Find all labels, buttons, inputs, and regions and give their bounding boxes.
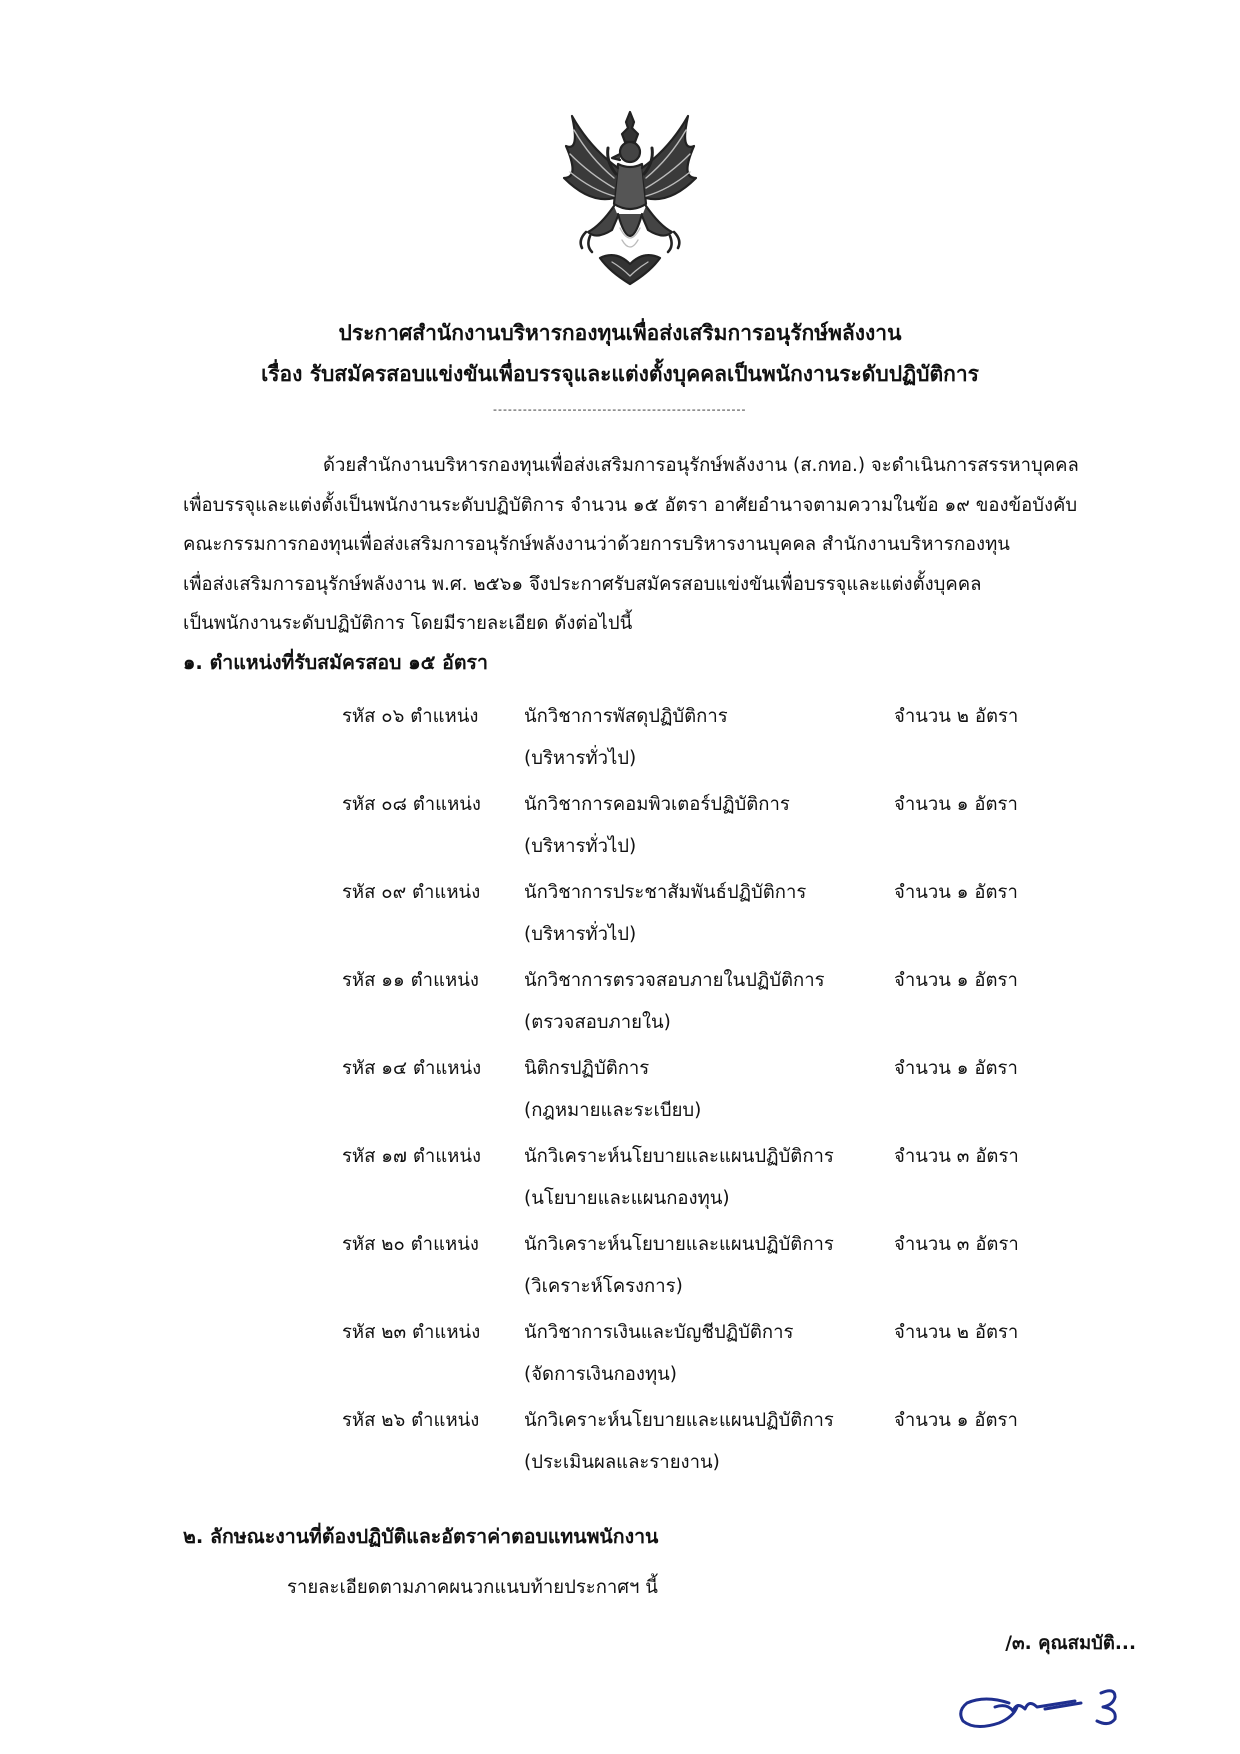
intro-line: ด้วยสำนักงานบริหารกองทุนเพื่อส่งเสริมการอนุรักษ์พลังงาน (ส.กทอ.) จะดำเนินการสรรหาบุคคล [323, 455, 1079, 476]
announcement-title: ประกาศสำนักงานบริหารกองทุนเพื่อส่งเสริมการอนุรักษ์พลังงาน [338, 321, 902, 345]
position-division: (บริหารทั่วไป) [524, 748, 637, 769]
position-code: รหัส ๑๗ ตำแหน่ง [342, 1146, 482, 1167]
position-title: นักวิชาการคอมพิวเตอร์ปฏิบัติการ [524, 794, 790, 815]
position-item [342, 1401, 1062, 1489]
position-quantity: จำนวน ๓ อัตรา [894, 1146, 1019, 1167]
position-code: รหัส ๒๐ ตำแหน่ง [342, 1234, 479, 1255]
position-code: รหัส ๐๘ ตำแหน่ง [342, 794, 481, 815]
section-1-heading: ๑. ตำแหน่งที่รับสมัครสอบ ๑๕ อัตรา [183, 651, 488, 674]
position-item [342, 961, 1062, 1049]
position-item [342, 873, 1062, 961]
position-quantity: จำนวน ๑ อัตรา [894, 882, 1018, 903]
announcement-subject: เรื่อง รับสมัครสอบแข่งขันเพื่อบรรจุและแต่งตั้งบุคคลเป็นพนักงานระดับปฏิบัติการ [261, 362, 979, 386]
position-title: นักวิเคราะห์นโยบายและแผนปฏิบัติการ [524, 1234, 834, 1255]
position-quantity: จำนวน ๑ อัตรา [894, 1410, 1018, 1431]
position-item [342, 1225, 1062, 1313]
position-division: (วิเคราะห์โครงการ) [524, 1276, 683, 1297]
position-code: รหัส ๐๙ ตำแหน่ง [342, 882, 481, 903]
position-title: นักวิชาการประชาสัมพันธ์ปฏิบัติการ [524, 882, 807, 903]
position-title: นักวิชาการตรวจสอบภายในปฏิบัติการ [524, 970, 825, 991]
position-code: รหัส ๐๖ ตำแหน่ง [342, 706, 479, 727]
position-division: (กฎหมายและระเบียบ) [524, 1100, 702, 1121]
position-code: รหัส ๑๑ ตำแหน่ง [342, 970, 479, 991]
position-title: นิติกรปฏิบัติการ [524, 1058, 650, 1079]
position-division: (นโยบายและแผนกองทุน) [524, 1188, 730, 1209]
position-title: นักวิชาการพัสดุปฏิบัติการ [524, 706, 728, 727]
intro-line: คณะกรรมการกองทุนเพื่อส่งเสริมการอนุรักษ์พลังงานว่าด้วยการบริหารงานบุคคล สำนักงานบริหารกองทุน [183, 534, 1010, 555]
position-division: (บริหารทั่วไป) [524, 836, 637, 857]
position-quantity: จำนวน ๑ อัตรา [894, 1058, 1018, 1079]
position-quantity: จำนวน ๓ อัตรา [894, 1234, 1019, 1255]
title-divider: --------------------------------------------------- [493, 403, 747, 416]
position-division: (บริหารทั่วไป) [524, 924, 637, 945]
position-list [342, 697, 1062, 1489]
position-title: นักวิเคราะห์นโยบายและแผนปฏิบัติการ [524, 1410, 834, 1431]
garuda-emblem-icon [560, 108, 700, 290]
position-title: นักวิชาการเงินและบัญชีปฏิบัติการ [524, 1322, 794, 1343]
intro-line: เป็นพนักงานระดับปฏิบัติการ โดยมีรายละเอียด ดังต่อไปนี้ [183, 613, 633, 634]
position-division: (ตรวจสอบภายใน) [524, 1012, 671, 1033]
intro-line: เพื่อส่งเสริมการอนุรักษ์พลังงาน พ.ศ. ๒๕๖๑ จึงประกาศรับสมัครสอบแข่งขันเพื่อบรรจุและแต่งตั้งบุคคล [183, 573, 982, 595]
position-quantity: จำนวน ๑ อัตรา [894, 970, 1018, 991]
position-code: รหัส ๒๖ ตำแหน่ง [342, 1410, 480, 1431]
intro-paragraph [183, 446, 1128, 644]
position-quantity: จำนวน ๒ อัตรา [894, 706, 1019, 727]
position-quantity: จำนวน ๑ อัตรา [894, 794, 1018, 815]
position-quantity: จำนวน ๒ อัตรา [894, 1322, 1019, 1343]
position-item [342, 1049, 1062, 1137]
position-code: รหัส ๑๔ ตำแหน่ง [342, 1058, 482, 1079]
position-title: นักวิเคราะห์นโยบายและแผนปฏิบัติการ [524, 1146, 834, 1167]
position-item [342, 697, 1062, 785]
position-item [342, 1313, 1062, 1401]
signature-icon [955, 1677, 1130, 1735]
position-code: รหัส ๒๓ ตำแหน่ง [342, 1322, 481, 1343]
position-division: (ประเมินผลและรายงาน) [524, 1452, 720, 1473]
section-2-heading: ๒. ลักษณะงานที่ต้องปฏิบัติและอัตราค่าตอบแทนพนักงาน [183, 1525, 659, 1548]
position-item [342, 1137, 1062, 1225]
position-division: (จัดการเงินกองทุน) [524, 1364, 678, 1385]
intro-line: เพื่อบรรจุและแต่งตั้งเป็นพนักงานระดับปฏิบัติการ จำนวน ๑๕ อัตรา อาศัยอำนาจตามความในข้อ ๑๙ ของข้อบังคับ [183, 494, 1078, 516]
position-item [342, 785, 1062, 873]
next-page-marker: /๓. คุณสมบัติ... [1005, 1633, 1136, 1654]
section-2-description: รายละเอียดตามภาคผนวกแนบท้ายประกาศฯ นี้ [287, 1577, 658, 1598]
